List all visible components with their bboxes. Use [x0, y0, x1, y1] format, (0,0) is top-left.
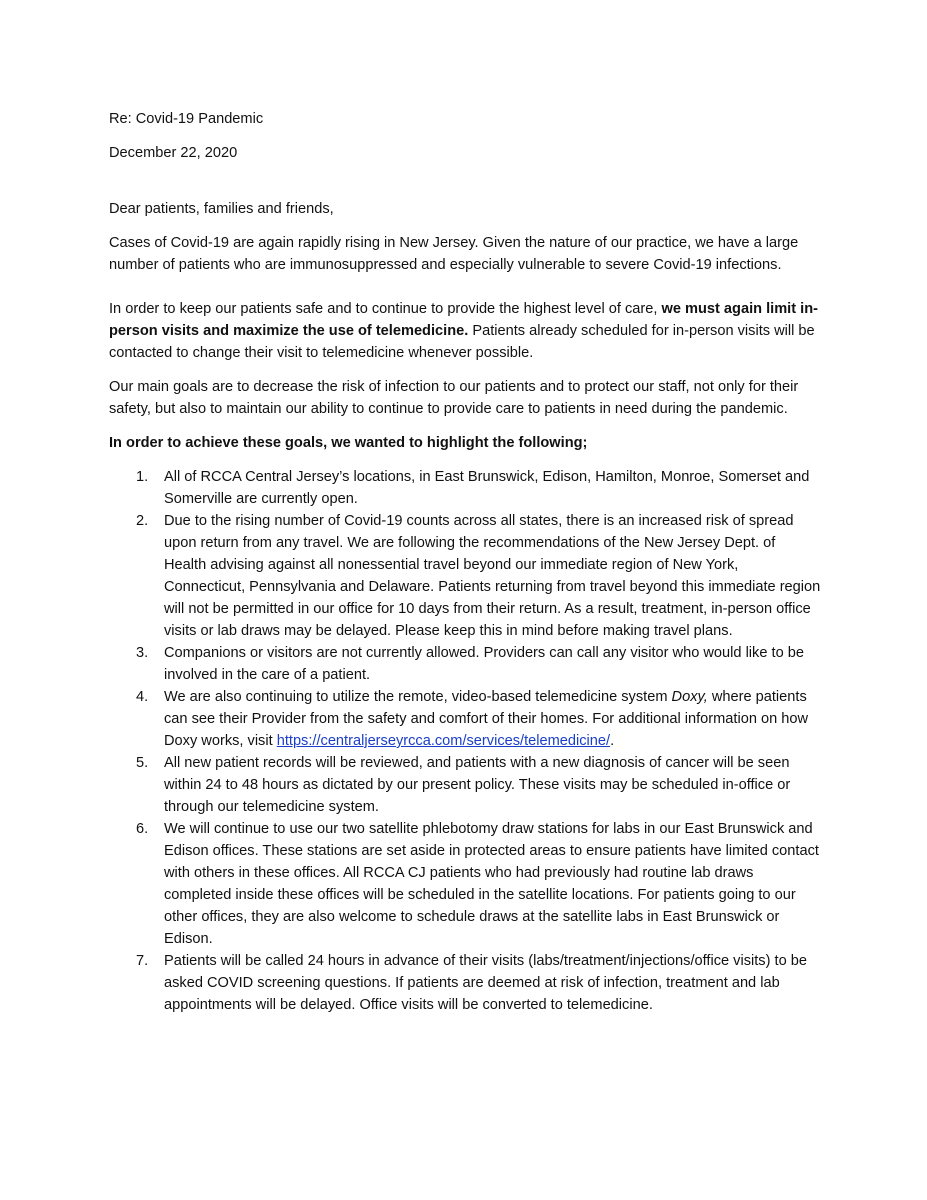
list-item-number: 7.: [136, 953, 149, 969]
letter-date: December 22, 2020: [109, 145, 238, 161]
paragraph-main-goals: Our main goals are to decrease the risk of infection to our patients and to protect our staff, not only for their safety, but also to maintain our ability to continue to provide care to patients in need during the pandemic.: [109, 379, 799, 417]
list-item-number: 4.: [136, 689, 149, 705]
list-item-number: 6.: [136, 821, 149, 837]
doxy-name: Doxy,: [671, 689, 708, 705]
list-item-text: All new patient records will be reviewed, and patients with a new diagnosis of cancer will be seen within 24 to 48 hours as dictated by our present policy. These visits may be scheduled in-office or through our telemedicine system.: [164, 755, 791, 815]
list-item-number: 5.: [136, 755, 149, 771]
list-item-text: All of RCCA Central Jersey’s locations, in East Brunswick, Edison, Hamilton, Monroe, Somerset and Somerville are currently open.: [164, 469, 810, 507]
paragraph-bold-text: we must again limit in-person visits and maximize the use of telemedicine.: [109, 301, 818, 339]
list-item-number: 3.: [136, 645, 149, 661]
paragraph-telemedicine-policy: [109, 298, 821, 364]
list-item-text: We will continue to use our two satellite phlebotomy draw stations for labs in our East Brunswick and Edison offices. These stations are set aside in protected areas to ensure patients have limited contact with others in these offices. All RCCA CJ patients who had previously had routine lab draws completed inside these offices will be scheduled in the satellite locations. For patients going to our other offices, they are also welcome to schedule draws at the satellite labs in East Brunswick or Edison.: [164, 821, 819, 947]
paragraph-lead-text: In order to keep our patients safe and to continue to provide the highest level of care,: [109, 301, 662, 317]
list-item: [109, 510, 821, 642]
list-item: [109, 752, 821, 818]
highlights-list: [109, 466, 821, 1016]
list-item: [109, 950, 821, 1016]
letter-page: [109, 108, 821, 1016]
list-item-text: Companions or visitors are not currently allowed. Providers can call any visitor who would like to be involved in the care of a patient.: [164, 645, 804, 683]
list-item: [109, 642, 821, 686]
list-item: [109, 818, 821, 950]
list-item: [109, 466, 821, 510]
list-item-text: Patients will be called 24 hours in advance of their visits (labs/treatment/injections/office visits) to be asked COVID screening questions. If patients are deemed at risk of infection, treatment and lab appointments will be delayed. Office visits will be converted to telemedicine.: [164, 953, 807, 1013]
subject-line: Re: Covid-19 Pandemic: [109, 111, 264, 127]
salutation: Dear patients, families and friends,: [109, 201, 334, 217]
list-item-text-before: We are also continuing to utilize the remote, video-based telemedicine system: [164, 689, 672, 705]
list-item: [109, 686, 821, 752]
paragraph-rising-cases: Cases of Covid-19 are again rapidly rising in New Jersey. Given the nature of our practice, we have a large number of patients who are immunosuppressed and especially vulnerable to severe Covid-19 infections.: [109, 235, 799, 273]
list-item-text-after: .: [610, 733, 615, 749]
list-item-number: 1.: [136, 469, 149, 485]
list-item-text-mid: where patients can see their Provider from the safety and comfort of their homes. For additional information on how Doxy works, visit: [164, 689, 809, 749]
list-item-text: Due to the rising number of Covid-19 counts across all states, there is an increased risk of spread upon return from any travel. We are following the recommendations of the New Jersey Dept. of Health advising against all nonessential travel beyond our immediate region of New York, Connecticut, Pennsylvania and Delaware. Patients returning from travel beyond this immediate region will not be permitted in our office for 10 days from their return. As a result, treatment, in-person office visits or lab draws may be delayed. Please keep this in mind before making travel plans.: [164, 513, 821, 639]
telemedicine-link[interactable]: https://centraljerseyrcca.com/services/telemedicine/: [276, 733, 611, 749]
highlight-heading: In order to achieve these goals, we wanted to highlight the following;: [109, 435, 588, 451]
paragraph-rest-text: Patients already scheduled for in-person visits will be contacted to change their visit to telemedicine whenever possible.: [109, 323, 815, 361]
list-item-number: 2.: [136, 513, 149, 529]
